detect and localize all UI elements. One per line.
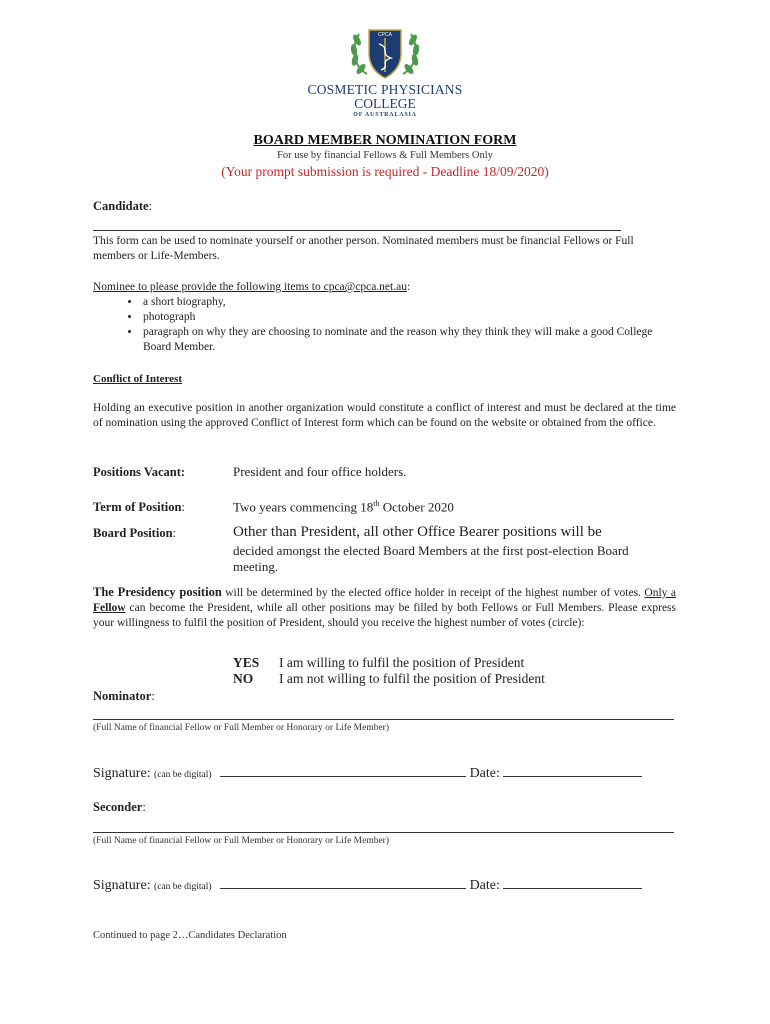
candidate-name-field[interactable] <box>93 230 621 231</box>
seconder-signature-row: Signature: (can be digital) Date: <box>93 876 642 894</box>
board-position-label: Board Position: <box>93 526 177 540</box>
board-position-rest: decided amongst the elected Board Members at the first post-election Board meeting. <box>233 543 629 574</box>
no-option[interactable]: NO <box>233 671 254 686</box>
nominator-caption: (Full Name of financial Fellow or Full Member or Honorary or Life Member) <box>93 723 390 733</box>
list-item: • a short biography, <box>141 295 683 310</box>
list-item: • photograph <box>141 310 683 325</box>
nominee-heading: Nominee to please provide the following items to cpca@cpca.net.au: <box>93 281 411 293</box>
nominator-name-field[interactable] <box>93 719 674 720</box>
presidency-paragraph: The Presidency position will be determined by the elected office holder in receipt of the highest number of votes. Only a Fellow can become the President, while all other positions may be filled by both Fellows or Full Members. Please express your willingness to fulfil the position of President, should you receive the highest number of votes (circle): <box>93 585 676 629</box>
conflict-body: Holding an executive position in another organization would constitute a conflict of interest and must be declared at the time of nomination using the approved Conflict of Interest form which can be found on the website or obtained from the office. <box>93 402 676 429</box>
shield-text: CPCA <box>378 32 392 38</box>
nominator-signature-row: Signature: (can be digital) Date: <box>93 764 642 782</box>
logo-line-2: COLLEGE <box>354 96 416 111</box>
college-logo <box>305 24 465 120</box>
candidate-label: Candidate: <box>93 199 153 213</box>
candidate-intro: This form can be used to nominate yourself or another person. Nominated members must be financial Fellows or Full members or Life-Members. <box>93 235 634 262</box>
seconder-caption: (Full Name of financial Fellow or Full Member or Honorary or Life Member) <box>93 836 390 846</box>
yes-option[interactable]: YES <box>233 655 260 670</box>
nominator-signature-field[interactable] <box>220 764 466 777</box>
deadline-notice: (Your prompt submission is required - Deadline 18/09/2020) <box>221 164 549 179</box>
positions-vacant-label: Positions Vacant: <box>93 465 186 479</box>
nominator-label: Nominator: <box>93 689 155 703</box>
logo-line-3: OF AUSTRALASIA <box>353 112 417 118</box>
conflict-heading: Conflict of Interest <box>93 373 182 385</box>
board-position-line1: Other than President, all other Office Bearer positions will be <box>233 524 602 540</box>
yes-option-text: I am willing to fulfil the position of President <box>279 655 525 670</box>
logo-line-1: COSMETIC PHYSICIANS <box>307 82 463 97</box>
term-label: Term of Position: <box>93 500 185 514</box>
term-value: Two years commencing 18th October 2020 <box>233 499 454 515</box>
seconder-date-field[interactable] <box>503 876 642 889</box>
no-option-text: I am not willing to fulfil the position of President <box>279 671 545 686</box>
continued-note: Continued to page 2…Candidates Declaration <box>93 930 287 941</box>
seconder-name-field[interactable] <box>93 832 674 833</box>
form-title: BOARD MEMBER NOMINATION FORM <box>253 133 517 148</box>
list-item: • paragraph on why they are choosing to nominate and the reason why they think they will make a good College Board Member. <box>141 325 683 355</box>
nominator-date-field[interactable] <box>503 764 642 777</box>
laurel-shield-icon <box>345 24 425 80</box>
seconder-signature-field[interactable] <box>220 876 466 889</box>
form-subtitle: For use by financial Fellows & Full Members Only <box>277 150 493 161</box>
positions-vacant-value: President and four office holders. <box>233 464 407 479</box>
seconder-label: Seconder: <box>93 800 146 814</box>
nominee-items-list <box>93 295 683 355</box>
